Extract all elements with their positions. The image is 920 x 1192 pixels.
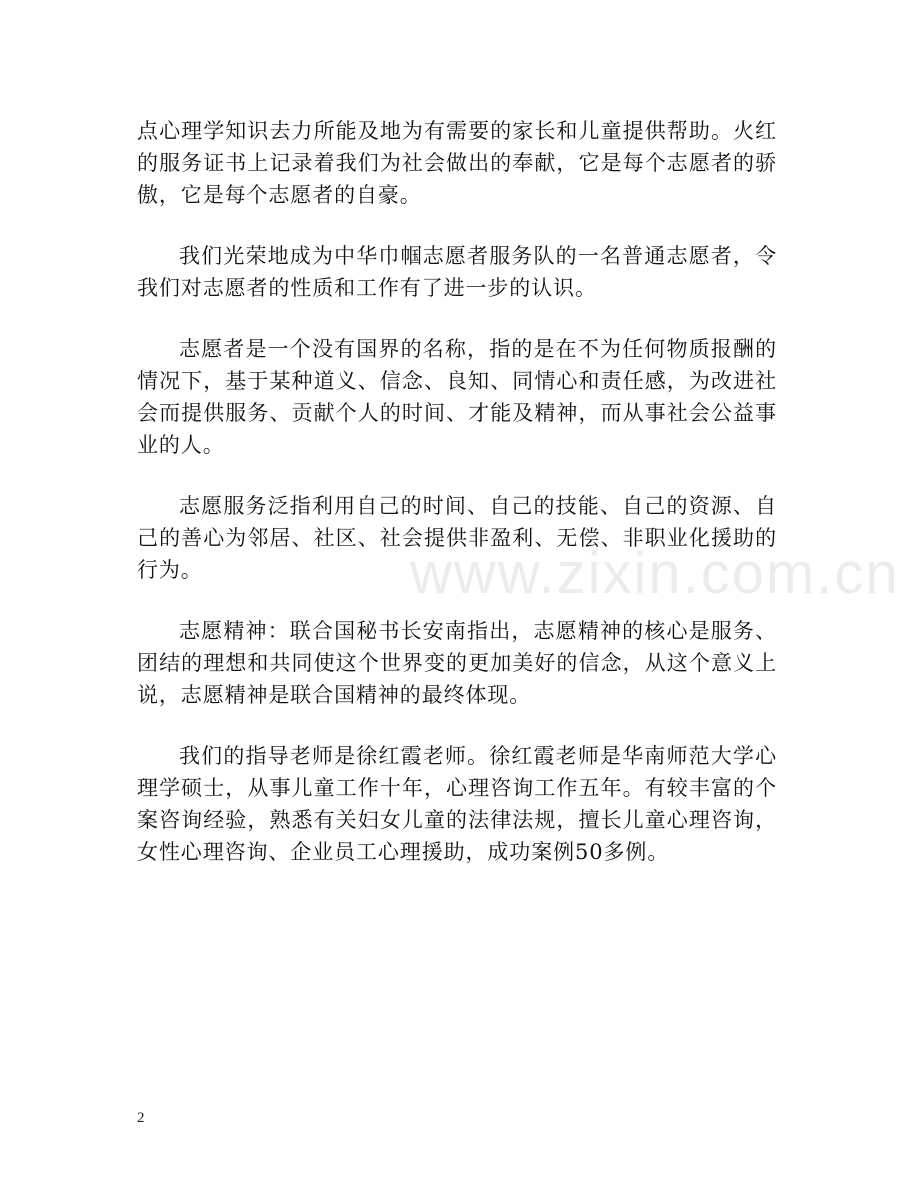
- paragraph-5: 志愿精神：联合国秘书长安南指出，志愿精神的核心是服务、团结的理想和共同使这个世界变的更加美好的信念，从这个意义上说，志愿精神是联合国精神的最终体现。: [137, 619, 777, 707]
- paragraph-1: 点心理学知识去力所能及地为有需要的家长和儿童提供帮助。火红的服务证书上记录着我们为社会做出的奉献，它是每个志愿者的骄傲，它是每个志愿者的自豪。: [137, 119, 777, 207]
- page-number: 2: [137, 1110, 145, 1126]
- document-body: [137, 115, 777, 897]
- paragraph-2: 我们光荣地成为中华巾帼志愿者服务队的一名普通志愿者，令我们对志愿者的性质和工作有了进一步的认识。: [137, 244, 777, 300]
- watermark: www.zixin.com.cn: [410, 541, 900, 606]
- paragraph-6: 我们的指导老师是徐红霞老师。徐红霞老师是华南师范大学心理学硕士，从事儿童工作十年，心理咨询工作五年。有较丰富的个案咨询经验，熟悉有关妇女儿童的法律法规，擅长儿童心理咨询，女性心理咨询、企业员工心理援助，成功案例50多例。: [137, 744, 777, 864]
- paragraph-4: 志愿服务泛指利用自己的时间、自己的技能、自己的资源、自己的善心为邻居、社区、社会提供非盈利、无偿、非职业化援助的行为。: [137, 494, 777, 582]
- paragraph-3: 志愿者是一个没有国界的名称，指的是在不为任何物质报酬的情况下，基于某种道义、信念、良知、同情心和责任感，为改进社会而提供服务、贡献个人的时间、才能及精神，而从事社会公益事业的人。: [137, 337, 777, 457]
